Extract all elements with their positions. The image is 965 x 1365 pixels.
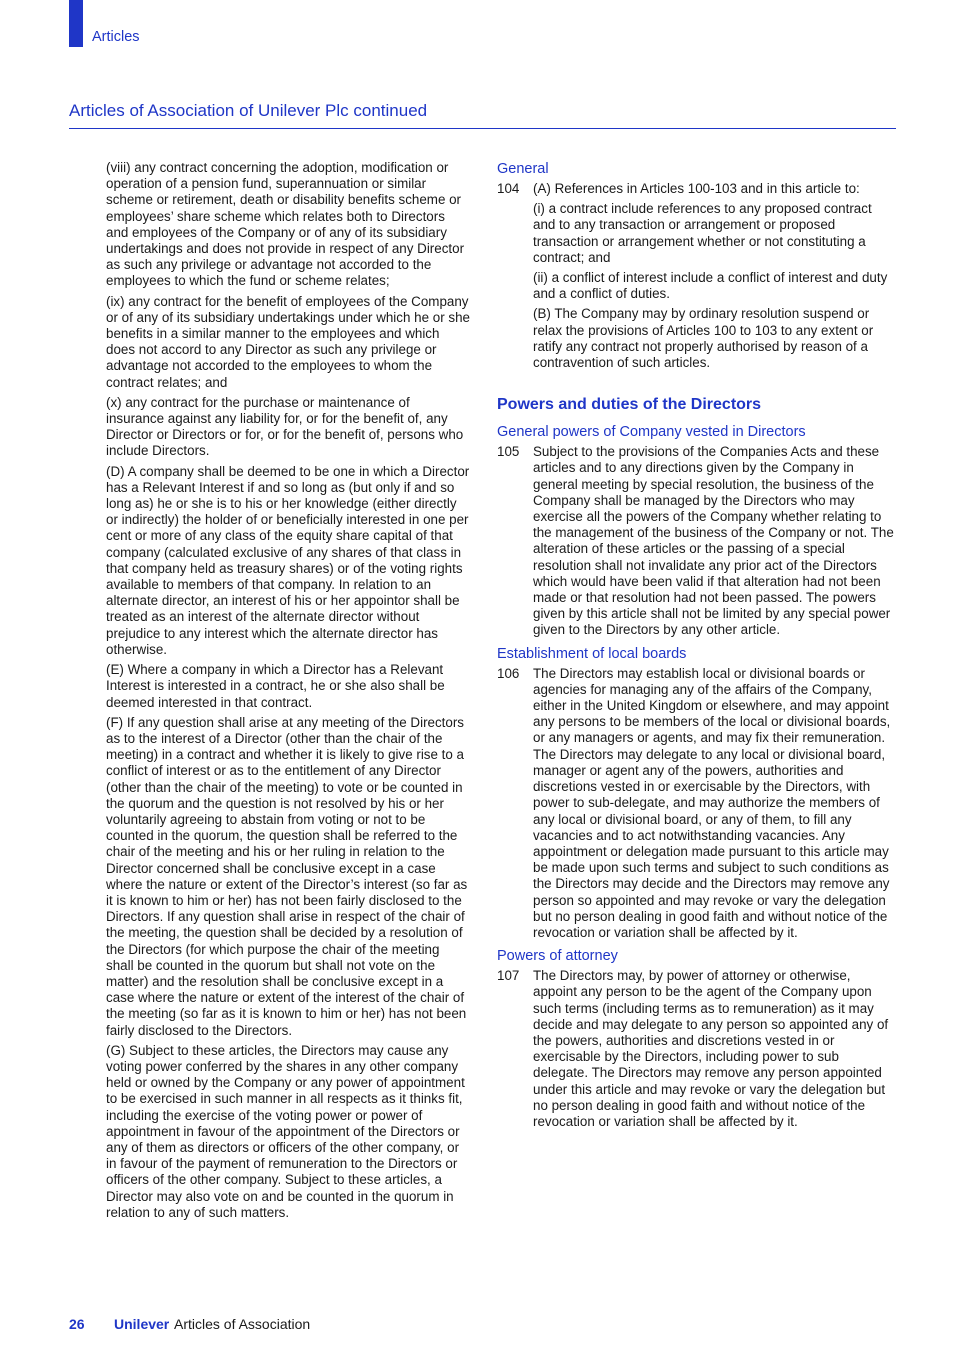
article-107-heading: Powers of attorney <box>497 948 618 965</box>
article-body <box>533 181 897 375</box>
article-107 <box>497 968 897 1130</box>
article-105 <box>497 444 897 638</box>
article-106 <box>497 666 897 941</box>
title-divider <box>69 128 896 129</box>
page-title: Articles of Association of Unilever Plc continued <box>69 101 428 120</box>
clause-ix: (ix) any contract for the benefit of employees of the Company or of any of its subsidiary undertakings under which he or she benefits in a similar manner to the employees and which does not accord to any Director as such any privilege or advantage not accorded to the employees to whom the contract relates; and <box>106 293 470 390</box>
article-106-heading: Establishment of local boards <box>497 645 687 662</box>
left-column <box>106 160 470 1225</box>
article-number: 105 <box>497 444 520 460</box>
clause-viii: (viii) any contract concerning the adoption, modification or operation of a pension fund, superannuation or similar scheme or retirement, death or disability benefits scheme or employees’ share scheme which relates both to Directors and employees of the Company or of any of its subsidiary undertakings and does not provide in respect of any Director as such any privilege or advantage not accorded to the employees to which the fund or scheme relates; <box>106 160 465 289</box>
article-number: 106 <box>497 665 520 681</box>
clause-x: (x) any contract for the purchase or maintenance of insurance against any liability for, or for the benefit of, any Director or Directors or for, or for the benefit of, persons who include Directors. <box>106 394 464 459</box>
article-body: The Directors may, by power of attorney or otherwise, appoint any person to be the agent of the Company upon such terms (including terms as to remuneration) as it may decide and may delegate to any person so appointed any of the powers, authorities and discretions vested in or exercisable by the Directors, including power to sub delegate. The Directors may remove any person appointed under this article and may revoke or vary the delegation but no person dealing in good faith and without notice of the revocation or variation shall be affected by it. <box>533 968 889 1129</box>
article-104 <box>497 181 897 375</box>
article-paragraph: (A) References in Articles 100-103 and in this article to: <box>533 181 860 196</box>
section-label: Articles <box>92 29 140 45</box>
brand-name: Unilever <box>114 1316 170 1332</box>
general-heading: General <box>497 161 549 177</box>
article-105-heading: General powers of Company vested in Directors <box>497 424 806 441</box>
article-body: Subject to the provisions of the Companies Acts and these articles and to any directions given by the Company in general meeting by special resolution, the business of the Company shall be managed by the Directors who may exercise all the powers of the Company whether relating to the management of the business of the Company or not. The alteration of these articles or the passing of a special resolution shall not invalidate any prior act of the Directors which would have been valid if that alteration had not been made or that resolution had not been passed. The powers given by this article shall not be limited by any special power given to the Directors by any other article. <box>533 444 894 638</box>
article-paragraph: (i) a contract include references to any proposed contract and to any transaction or arrangement or proposed transaction or arrangement whether or not constituting a contract; and <box>533 201 872 265</box>
section-heading: Powers and duties of the Directors <box>497 396 762 414</box>
clause-f: (F) If any question shall arise at any meeting of the Directors as to the interest of a Director (other than the chair of the meeting) in a contract and whether it is likely to give rise to a conflict of interest or as to the entitlement of any Director (other than the chair of the meeting) to vote or be counted in the quorum and the question is not resolved by his or her voluntarily agreeing to abstain from voting or not to be counted in the quorum, the question shall be referred to the chair of the meeting and his or her ruling in relation to the Director concerned shall be conclusive except in a case where the nature or extent of the Director’s interest (so far as it is known to him or her) has not been fairly disclosed to the Directors. If any question shall arise in respect of the chair of the meeting, the question shall be decided by a resolution of the Directors (for which purpose the chair of the meeting shall be counted in the quorum but shall not vote on the matter) and the resolution shall be conclusive except in a case where the nature or extent of the interest of the chair of the meeting (so far as it is known to him or her) has not been fairly disclosed to the Directors. <box>106 714 468 1038</box>
clause-g: (G) Subject to these articles, the Directors may cause any voting power conferred by the shares in any other company held or owned by the Company or any power of appointment to be exercised in such manner in all respects as it thinks fit, including the exercise of the voting power or power of appointment in favour of the appointment of the Directors or any of them as directors or officers of the other company, or in favour of the payment of remuneration to the Directors or officers of the other company. Subject to these articles, a Director may also vote on and be counted in the quorum in relation to any of such matters. <box>106 1042 465 1220</box>
article-number: 104 <box>497 181 520 196</box>
clause-e: (E) Where a company in which a Director has a Relevant Interest is interested in a contract, he or she also shall be deemed interested in that contract. <box>106 662 445 710</box>
document-name: Articles of Association <box>174 1316 311 1332</box>
article-number: 107 <box>497 968 520 984</box>
article-body: The Directors may establish local or divisional boards or agencies for managing any of the affairs of the Company, either in the United Kingdom or elsewhere, and may appoint any persons to be members of the local or divisional boards, or any managers or agents, and may fix their remuneration. The Directors may delegate to any local or divisional board, manager or agent any of the powers, authorities and discretions vested in or exercisable by the Directors, with power to sub-delegate, and may authorize the members of any local or divisional board, or any of them, to fill any vacancies and to act notwithstanding vacancies. Any appointment or delegation made pursuant to this article may be made upon such terms and subject to such conditions as the Directors may decide and the Directors may remove any person so appointed and may revoke or vary the delegation but no person dealing in good faith and without notice of the revocation or variation shall be affected by it. <box>533 665 891 940</box>
article-paragraph: (B) The Company may by ordinary resolution suspend or relax the provisions of Articles 100 to 103 to any extent or ratify any contract not properly authorised by reason of a contravention of such articles. <box>533 306 874 371</box>
page-footer <box>69 1316 311 1332</box>
article-paragraph: (ii) a conflict of interest include a conflict of interest and duty and a conflict of duties. <box>533 270 888 302</box>
section-tab-marker <box>69 0 83 47</box>
clause-d: (D) A company shall be deemed to be one in which a Director has a Relevant Interest if and so long as (but only if and so long as) he or she is to his or her knowledge (either directly or indirectly) the holder of or beneficially interested in one per cent or more of any class of the equity share capital of that company (calculated exclusive of any shares of that class in that company held as treasury shares) or of the voting rights available to members of that company. In relation to an alternate director, an interest of his or her appointor shall be treated as an interest of the alternate director without prejudice to any interest which the alternate director has otherwise. <box>106 463 470 657</box>
right-column <box>497 160 897 1134</box>
page-number: 26 <box>69 1316 85 1332</box>
